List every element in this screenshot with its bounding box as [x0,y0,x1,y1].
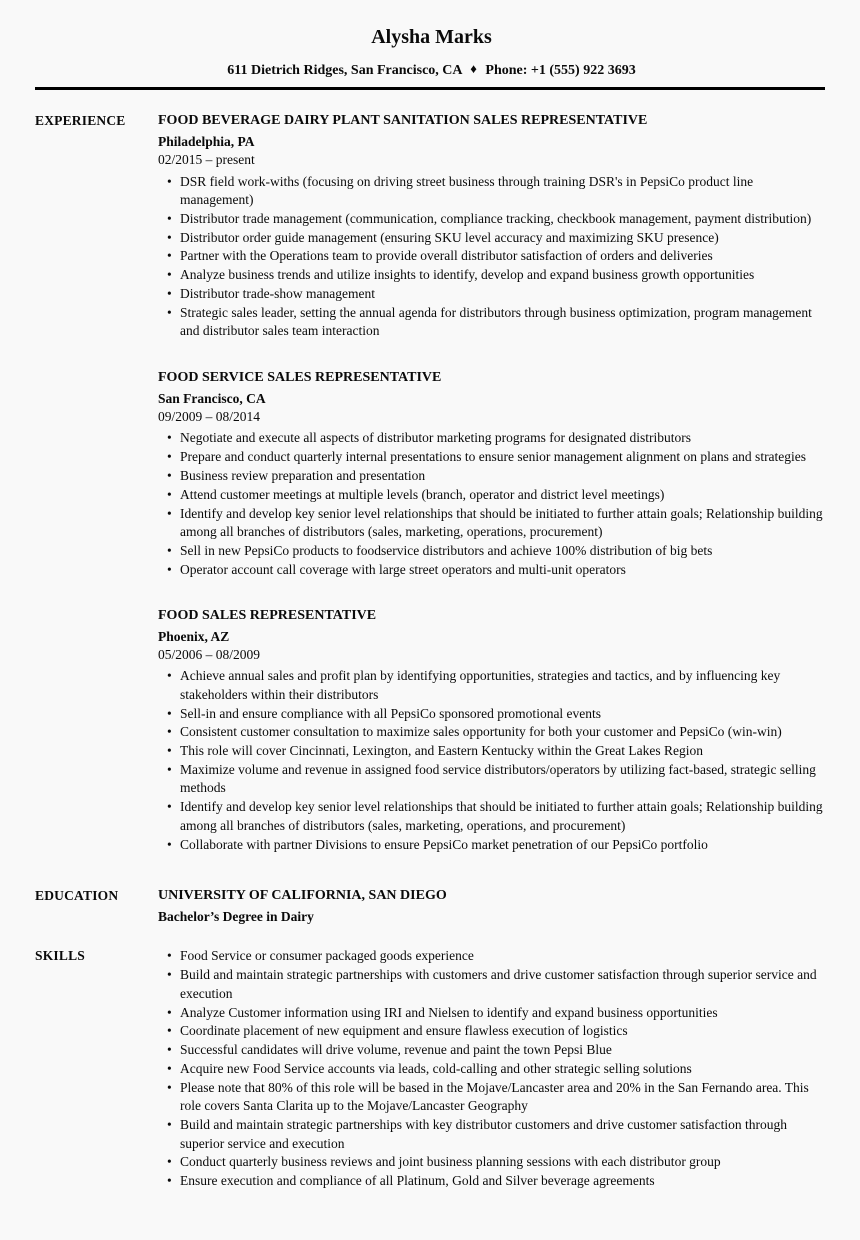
job-dates: 05/2006 – 08/2009 [158,647,261,663]
job-bullet-list [158,173,828,341]
bullet-item: • Prepare and conduct quarterly internal presentations to ensure senior management alignment on plans and strategies [158,448,828,466]
contact-phone: Phone: +1 (555) 922 3693 [485,63,636,78]
bullet-item: • Ensure execution and compliance of all Platinum, Gold and Silver beverage agreements [158,1172,828,1190]
header-divider [35,87,825,90]
bullet-item: • Negotiate and execute all aspects of distributor marketing programs for designated distributors [158,429,828,447]
bullet-item: • DSR field work-withs (focusing on driving street business through training DSR's in PepsiCo product line management) [158,173,828,210]
person-name: Alysha Marks [371,26,492,48]
experience-section [35,112,828,854]
education-school: UNIVERSITY OF CALIFORNIA, SAN DIEGO [158,887,447,903]
job-entry [158,112,828,341]
contact-line [35,62,828,80]
skills-bullet-list [158,947,828,1190]
job-title: FOOD SERVICE SALES REPRESENTATIVE [158,369,442,385]
bullet-item: • Consistent customer consultation to maximize sales opportunity for both your customer and PepsiCo (win-win) [158,723,828,741]
bullet-item: • Successful candidates will drive volume, revenue and paint the town Pepsi Blue [158,1041,828,1059]
bullet-item: • Distributor order guide management (ensuring SKU level accuracy and maximizing SKU presence) [158,229,828,247]
education-label: EDUCATION [35,887,119,903]
bullet-item: • Build and maintain strategic partnerships with customers and drive customer satisfaction through superior service and execution [158,966,828,1003]
bullet-item: • Sell in new PepsiCo products to foodservice distributors and achieve 100% distribution of big bets [158,542,828,560]
job-title: FOOD SALES REPRESENTATIVE [158,607,377,623]
bullet-item: • Attend customer meetings at multiple levels (branch, operator and district level meetings) [158,486,828,504]
education-degree: Bachelor’s Degree in Dairy [158,908,314,924]
bullet-item: • Please note that 80% of this role will be based in the Mojave/Lancaster area and 20% in the San Fernando area. This role covers Santa Clarita up to the Mojave/Lancaster Geography [158,1079,828,1116]
bullet-item: • Partner with the Operations team to provide overall distributor satisfaction of orders and deliveries [158,247,828,265]
skills-label: SKILLS [35,947,85,963]
bullet-item: • Coordinate placement of new equipment and ensure flawless execution of logistics [158,1022,828,1040]
bullet-item: • Food Service or consumer packaged goods experience [158,947,828,965]
job-bullet-list [158,429,828,579]
bullet-item: • Analyze business trends and utilize insights to identify, develop and expand business growth opportunities [158,266,828,284]
job-location: Phoenix, AZ [158,628,230,644]
resume-header [35,24,828,90]
skills-content [158,947,828,1191]
job-title: FOOD BEVERAGE DAIRY PLANT SANITATION SALES REPRESENTATIVE [158,113,648,129]
bullet-item: • Strategic sales leader, setting the annual agenda for distributors through business optimization, program management and distributor sales team interaction [158,304,828,341]
bullet-item: • Achieve annual sales and profit plan by identifying opportunities, strategies and tactics, and by influencing key stakeholders within their distributors [158,667,828,704]
bullet-item: • This role will cover Cincinnati, Lexington, and Eastern Kentucky within the Great Lakes Region [158,742,828,760]
job-dates: 02/2015 – present [158,152,255,168]
bullet-item: • Collaborate with partner Divisions to ensure PepsiCo market penetration of our PepsiCo portfolio [158,836,828,854]
contact-address: 611 Dietrich Ridges, San Francisco, CA [227,63,462,78]
bullet-item: • Sell-in and ensure compliance with all PepsiCo sponsored promotional events [158,705,828,723]
bullet-item: • Maximize volume and revenue in assigned food service distributors/operators by utilizing fact-based, strategic selling methods [158,761,828,798]
job-dates: 09/2009 – 08/2014 [158,408,261,424]
bullet-item: • Distributor trade management (communication, compliance tracking, checkbook management, payment distribution) [158,210,828,228]
bullet-item: • Acquire new Food Service accounts via leads, cold-calling and other strategic selling solutions [158,1060,828,1078]
job-entry [158,607,828,854]
bullet-item: • Operator account call coverage with large street operators and multi-unit operators [158,561,828,579]
experience-label: EXPERIENCE [35,113,126,129]
diamond-icon: ♦ [470,61,477,76]
education-content [158,887,828,926]
job-location: Philadelphia, PA [158,134,255,150]
job-bullet-list [158,667,828,854]
skills-section [35,947,828,1191]
experience-content [158,112,828,854]
bullet-item: • Business review preparation and presentation [158,467,828,485]
bullet-item: • Distributor trade-show management [158,285,828,303]
bullet-item: • Build and maintain strategic partnerships with key distributor customers and drive customer satisfaction through superior service and execution [158,1116,828,1153]
bullet-item: • Identify and develop key senior level relationships that should be initiated to further attain goals; Relationship building among all branches of distributors (sales, marketing, operations, procurement) [158,505,828,542]
education-section [35,887,828,926]
job-location: San Francisco, CA [158,390,266,406]
bullet-item: • Conduct quarterly business reviews and joint business planning sessions with each distributor group [158,1153,828,1171]
job-entry [158,369,828,579]
bullet-item: • Analyze Customer information using IRI and Nielsen to identify and expand business opportunities [158,1004,828,1022]
bullet-item: • Identify and develop key senior level relationships that should be initiated to further attain goals; Relationship building among all branches of distributors (sales, marketing, operations, and procurement) [158,798,828,835]
